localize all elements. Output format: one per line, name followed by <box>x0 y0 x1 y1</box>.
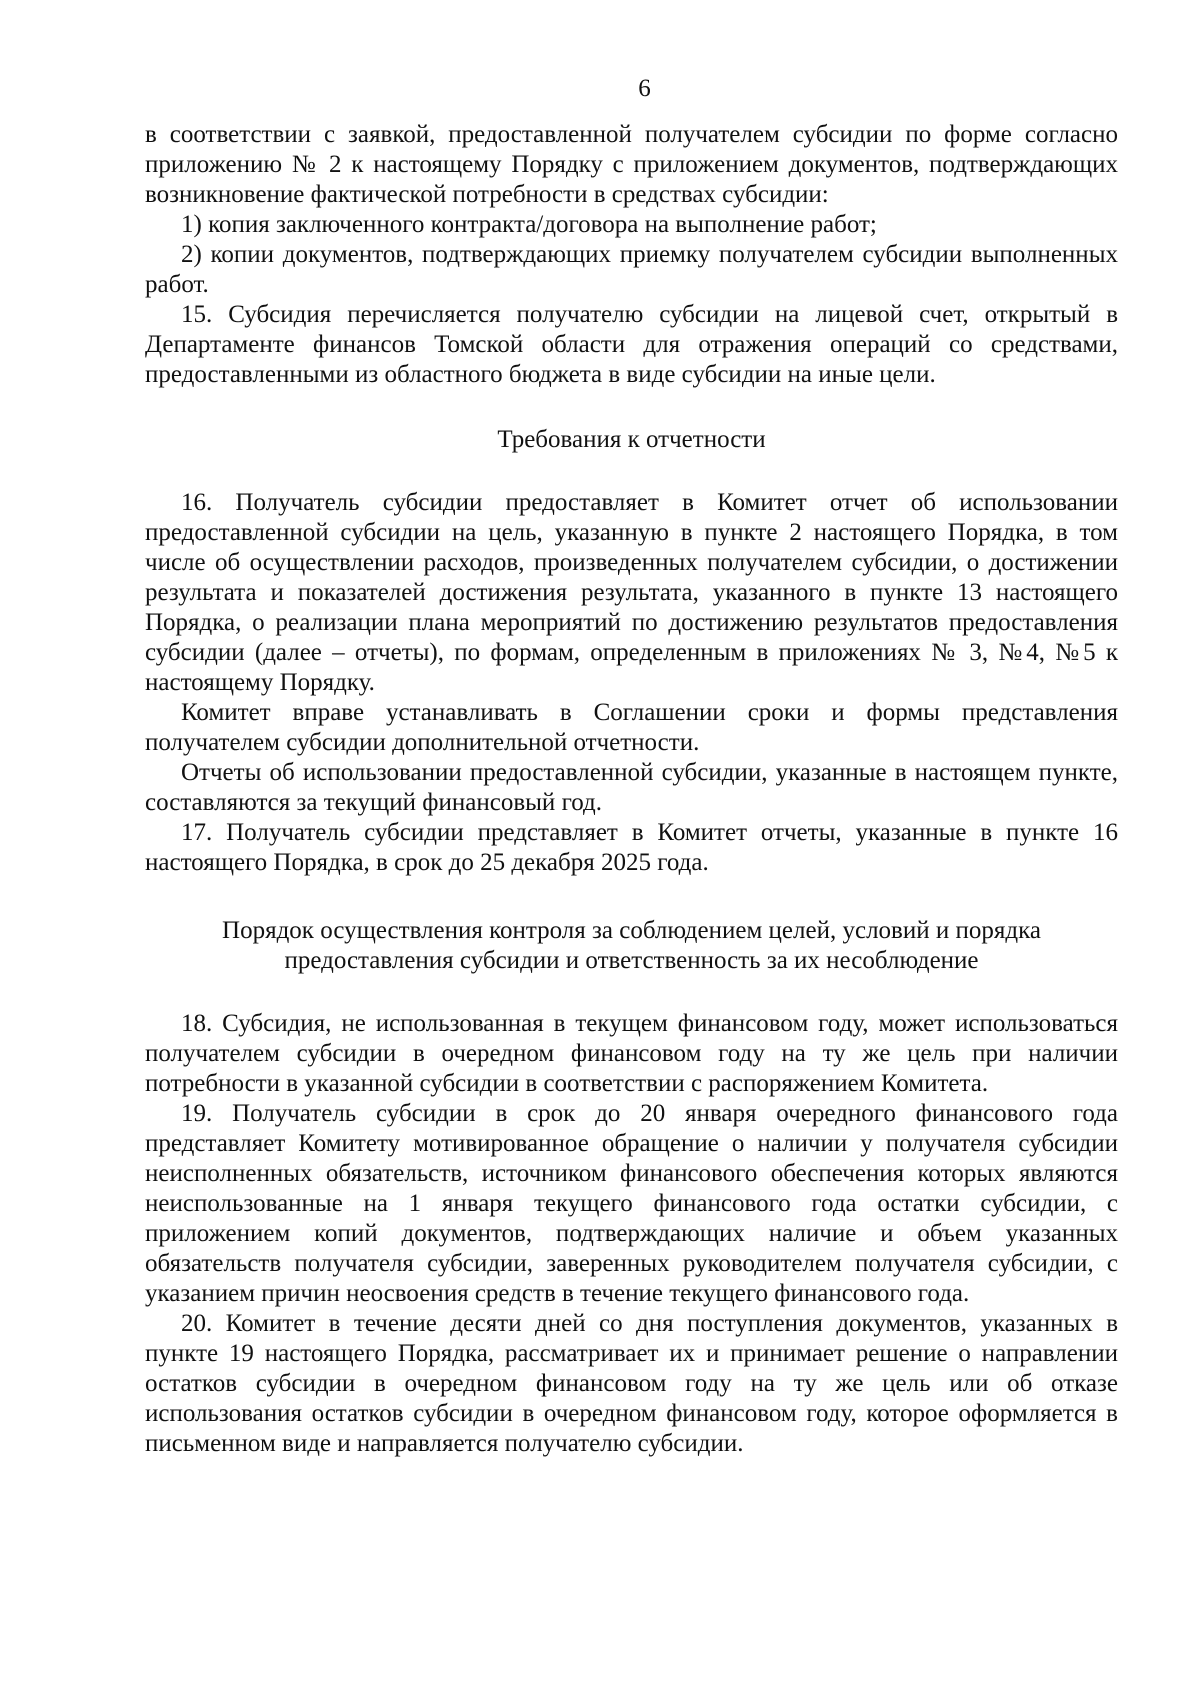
section-heading-reporting: Требования к отчетности <box>497 426 766 453</box>
paragraph-19: 19. Получатель субсидии в срок до 20 января очередного финансового года представляет Комитету мотивированное обращение о наличии у получателя субсидии неисполненных обязательств, источником финансового обеспечения которых являются неиспользованные на 1 января текущего финансового года остатки субсидии, с приложением копий документов, подтверждающих наличие и объем указанных обязательств получателя субсидии, заверенных руководителем получателя субсидии, с указанием причин неосвоения средств в течение текущего финансового года. <box>145 1100 1118 1307</box>
list-item-2: 2) копии документов, подтверждающих приемку получателем субсидии выполненных работ. <box>145 241 1118 298</box>
paragraph-16-committee: Комитет вправе устанавливать в Соглашении сроки и формы представления получателем субсидии дополнительной отчетности. <box>145 699 1118 756</box>
list-item-1: 1) копия заключенного контракта/договора на выполнение работ; <box>181 211 877 238</box>
paragraph-16-reports: Отчеты об использовании предоставленной субсидии, указанные в настоящем пункте, составляются за текущий финансовый год. <box>145 759 1118 816</box>
paragraph-20: 20. Комитет в течение десяти дней со дня поступления документов, указанных в пункте 19 настоящего Порядка, рассматривает их и принимает решение о направлении остатков субсидии в очередном финансовом году на ту же цель или об отказе использования остатков субсидии в очередном финансовом году, которое оформляется в письменном виде и направляется получателю субсидии. <box>145 1310 1118 1457</box>
page-number: 6 <box>638 75 651 102</box>
document-page <box>145 70 1118 1459</box>
paragraph-18: 18. Субсидия, не использованная в текущем финансовом году, может использоваться получателем субсидии в очередном финансовом году на ту же цель при наличии потребности в указанной субсидии в соответствии с распоряжением Комитета. <box>145 1010 1118 1097</box>
section-heading-control-line-2: предоставления субсидии и ответственность за их несоблюдение <box>284 947 979 974</box>
section-heading-control-line-1: Порядок осуществления контроля за соблюдением целей, условий и порядка <box>222 917 1041 944</box>
paragraph-16: 16. Получатель субсидии предоставляет в Комитет отчет об использовании предоставленной субсидии на цель, указанную в пункте 2 настоящего Порядка, в том числе об осуществлении расходов, произведенных получателем субсидии, о достижении результата и показателей достижения результата, указанного в пункте 13 настоящего Порядка, о реализации плана мероприятий по достижению результатов предоставления субсидии (далее – отчеты), по формам, определенным в приложениях № 3, №4, №5 к настоящему Порядку. <box>145 489 1118 696</box>
paragraph-15: 15. Субсидия перечисляется получателю субсидии на лицевой счет, открытый в Департаменте финансов Томской области для отражения операций со средствами, предоставленными из областного бюджета в виде субсидии на иные цели. <box>145 301 1118 388</box>
section-heading-control <box>145 916 1118 976</box>
paragraph-17: 17. Получатель субсидии представляет в Комитет отчеты, указанные в пункте 16 настоящего Порядка, в срок до 25 декабря 2025 года. <box>145 819 1118 876</box>
paragraph-continuation: в соответствии с заявкой, предоставленной получателем субсидии по форме согласно приложению № 2 к настоящему Порядку с приложением документов, подтверждающих возникновение фактической потребности в средствах субсидии: <box>145 121 1118 208</box>
